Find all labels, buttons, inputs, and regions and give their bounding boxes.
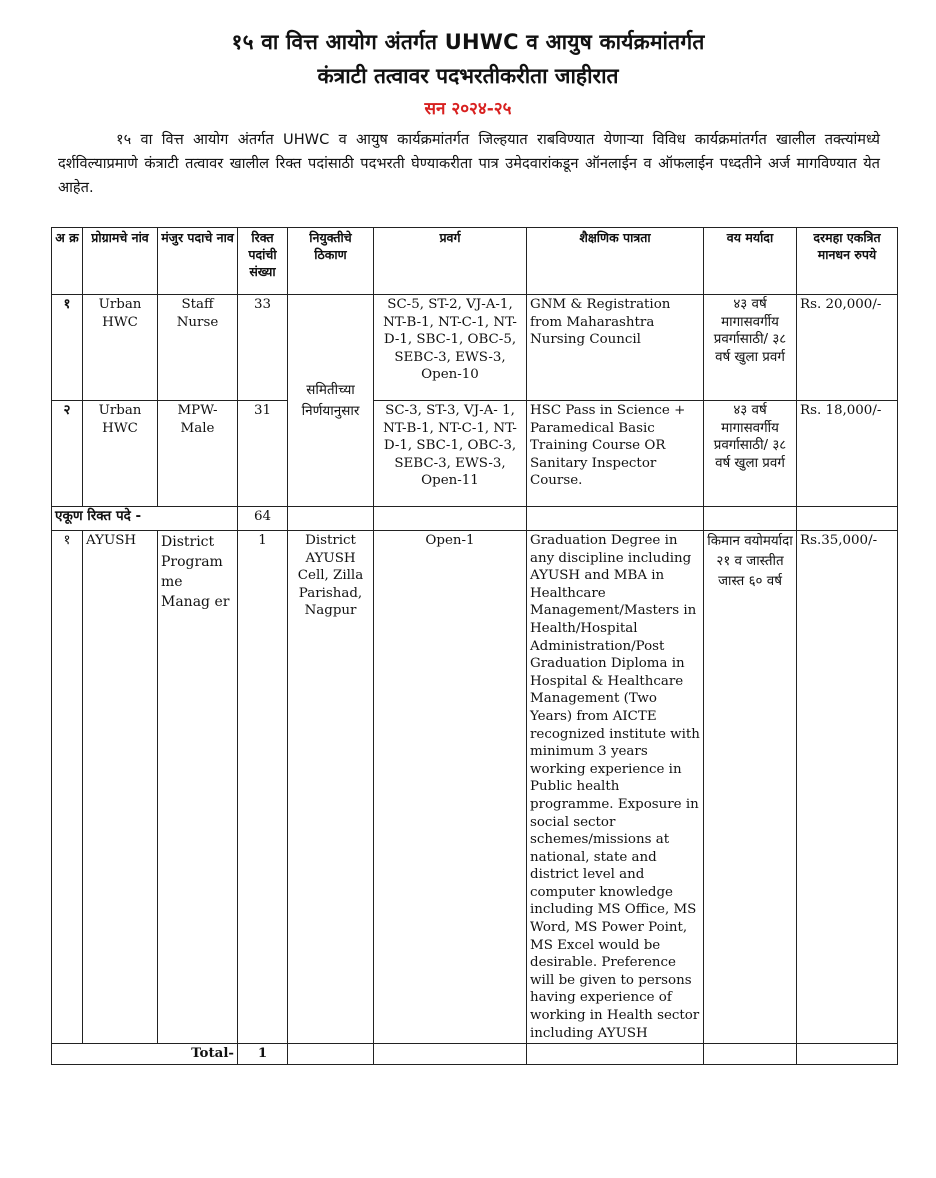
appointment-place: समितीच्या निर्णयानुसार [288,295,374,507]
row1-program: Urban HWC [83,295,158,401]
row2-category: SC-3, ST-3, VJ-A- 1, NT-B-1, NT-C-1, NT-D-1, SBC-1, OBC-3, SEBC-3, EWS-3, Open-11 [374,401,527,507]
row2-qualification: HSC Pass in Science + Paramedical Basic Training Course OR Sanitary Inspector Course. [527,401,704,507]
title-line-1: १५ वा वित्त आयोग अंतर्गत UHWC व आयुष कार्यक्रमांतर्गत [231,30,705,54]
ayush-post: District Program me Manag er [158,531,238,1044]
year-label: सन २०२४-२५ [424,99,512,119]
table-row [52,531,898,1044]
row1-vacancies: 33 [238,295,288,401]
ayush-place: District AYUSH Cell, Zilla Parishad, Nagpur [288,531,374,1044]
row2-age: ४३ वर्ष मागासवर्गीय प्रवर्गासाठी/ ३८ वर्ष खुला प्रवर्ग [704,401,797,507]
row1-sr: १ [52,295,83,401]
row2-post: MPW-Male [158,401,238,507]
table-row [52,295,898,401]
title-line-2: कंत्राटी तत्वावर पदभरतीकरीता जाहीरात [317,64,619,88]
total-row [52,1044,898,1065]
row1-category: SC-5, ST-2, VJ-A-1, NT-B-1, NT-C-1, NT-D-1, SBC-1, OBC-5, SEBC-3, EWS-3, Open-10 [374,295,527,401]
ayush-age: किमान वयोमर्यादा २१ व जास्तीत जास्त ६० वर्ष [704,531,797,1044]
row1-qualification: GNM & Registration from Maharashtra Nursing Council [527,295,704,401]
header-category: प्रवर्ग [374,228,527,295]
intro-paragraph: १५ वा वित्त आयोग अंतर्गत UHWC व आयुष कार्यक्रमांतर्गत जिल्हयात राबविण्यात येणाऱ्या विविध कार्यक्रमांतर्गत खालील तक्त्यांमध्ये दर्शविल्याप्रमाणे कंत्राटी तत्वावर खालील रिक्त पदांसाठी पदभरती घेण्याकरीता पात्र उमेदवारांकडून ऑनलाईन व ऑफलाईन पध्दतीने अर्ज मागविण्यात येत आहेत. [58,131,880,196]
header-place: नियुक्तीचे ठिकाण [288,228,374,295]
row2-salary: Rs. 18,000/- [797,401,898,507]
ayush-sr: १ [52,531,83,1044]
ayush-category: Open-1 [374,531,527,1044]
header-qualification: शैक्षणिक पात्रता [527,228,704,295]
header-salary: दरमहा एकत्रित मानधन रुपये [797,228,898,295]
total-label: Total- [52,1044,238,1065]
row2-program: Urban HWC [83,401,158,507]
vacancy-table [51,227,898,1065]
ayush-qualification: Graduation Degree in any discipline including AYUSH and MBA in Healthcare Management/Masters in Health/Hospital Administration/Post Graduation Diploma in Hospital & Healthcare Management (Two Years) from AICTE recognized institute with minimum 3 years working experience in Public health programme. Exposure in social sector schemes/missions at national, state and district level and computer knowledge including MS Office, MS Word, MS Power Point, MS Excel would be desirable. Preference will be given to persons having experience of working in Health sector including AYUSH [527,531,704,1044]
row1-age: ४३ वर्ष मागासवर्गीय प्रवर्गासाठी/ ३८ वर्ष खुला प्रवर्ग [704,295,797,401]
header-post: मंजुर पदाचे नाव [158,228,238,295]
header-vacancies: रिक्त पदांची संख्या [238,228,288,295]
row2-sr: २ [52,401,83,507]
total-value: 1 [238,1044,288,1065]
table-header-row [52,228,898,295]
row1-salary: Rs. 20,000/- [797,295,898,401]
table-row [52,401,898,507]
ayush-salary: Rs.35,000/- [797,531,898,1044]
ayush-vacancies: 1 [238,531,288,1044]
header-program: प्रोग्रामचे नांव [83,228,158,295]
subtotal-label: एकूण रिक्त पदे - [52,507,238,531]
row1-post: Staff Nurse [158,295,238,401]
subtotal-value: 64 [238,507,288,531]
ayush-program: AYUSH [83,531,158,1044]
subtotal-row [52,507,898,531]
header-sr: अ क्र [52,228,83,295]
row2-vacancies: 31 [238,401,288,507]
header-age: वय मर्यादा [704,228,797,295]
